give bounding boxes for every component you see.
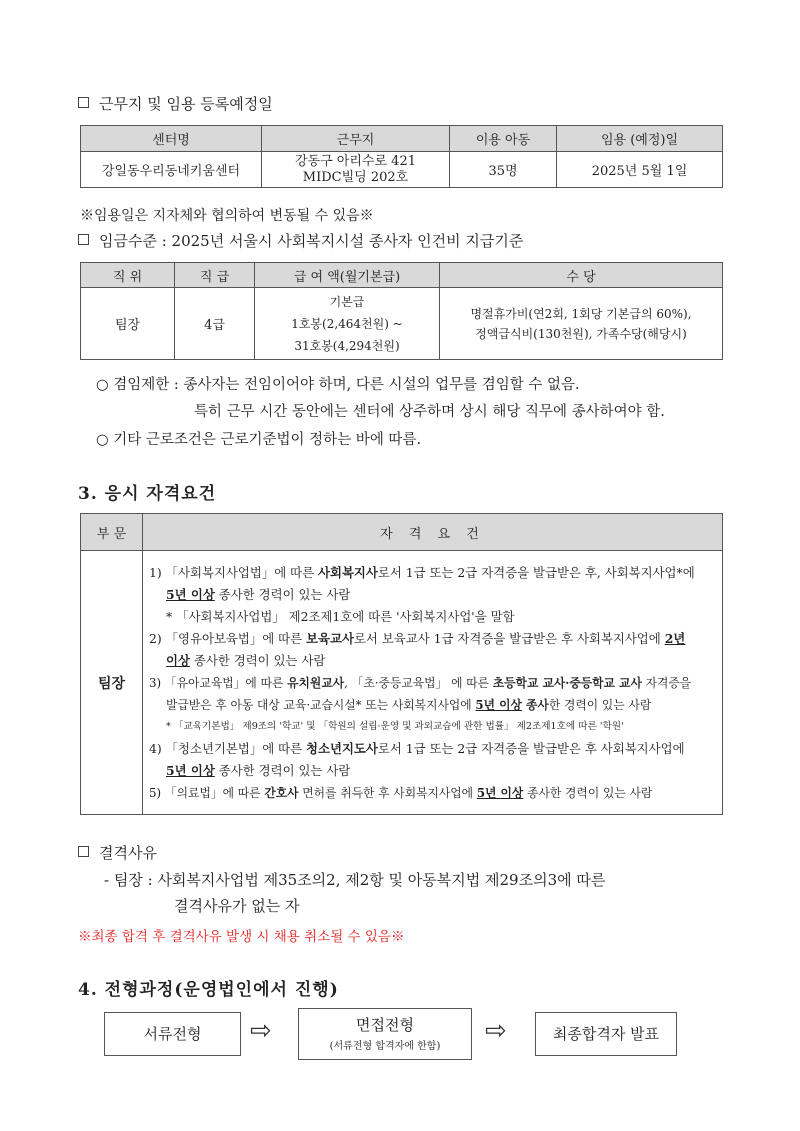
req-5: 5) 「의료법」에 따른 간호사 면허를 취득한 후 사회복지사업에 5년 이상 종사한 경력이 있는 사람 xyxy=(149,785,653,800)
cancellation-warning: ※최종 합격 후 결격사유 발생 시 채용 취소될 수 있음※ xyxy=(78,929,405,945)
header-center: 센터명 xyxy=(81,126,262,152)
header-position: 직 위 xyxy=(81,263,175,288)
step-final-announcement: 최종합격자 발표 xyxy=(535,1012,677,1056)
req-3-note: * 「교육기본법」 제9조의 '학교' 및 「학원의 설립·운영 및 과외교습에 관한 법률」 제2조제1호에 따른 '학원' xyxy=(166,720,624,732)
table-row xyxy=(81,152,723,188)
req-1-note: * 「사회복지사업법」 제2조제1호에 따른 '사회복지사업'을 말함 xyxy=(166,608,515,624)
section-heading-salary: 임금수준 : 2025년 서울시 사회복지시설 종사자 인건비 지급기준 xyxy=(78,230,523,251)
section-heading-workplace: 근무지 및 임용 등록예정일 xyxy=(78,93,273,114)
header-workplace: 근무지 xyxy=(262,126,450,152)
req-2: 2) 「영유아보육법」에 따른 보육교사로서 보육교사 1급 자격증을 발급받은 후 사회복지사업에 2년 xyxy=(149,630,686,646)
checkbox-square-icon xyxy=(78,234,89,245)
pay: 기본급 1호봉(2,464천원) ~ 31호봉(4,294천원) xyxy=(255,288,440,360)
step-interview: 면접전형 (서류전형 합격자에 한함) xyxy=(298,1008,472,1060)
salary-table xyxy=(80,262,723,360)
header-allowance: 수 당 xyxy=(440,263,723,288)
header-date: 임용 (예정)일 xyxy=(557,126,723,152)
other-conditions: ○ 기타 근로조건은 근로기준법이 정하는 바에 따름. xyxy=(96,432,422,448)
arrow-right-icon: ⇨ xyxy=(250,1016,272,1046)
table-row xyxy=(81,551,723,815)
checkbox-square-icon xyxy=(78,846,89,857)
concurrent-restriction-cont: 특히 근무 시간 동안에는 센터에 상주하며 상시 해당 직무에 종사하여야 함. xyxy=(194,404,665,420)
header-pay: 급 여 액(월기본급) xyxy=(255,263,440,288)
req-1: 1) 「사회복지사업법」에 따른 사회복지사로서 1급 또는 2급 자격증을 발급받은 후, 사회복지사업*에 xyxy=(149,564,695,580)
schedule-note: ※임용일은 지자체와 협의하여 변동될 수 있음※ xyxy=(80,208,374,224)
section-heading-disqualification: 결격사유 xyxy=(78,842,157,863)
grade: 4급 xyxy=(175,288,255,360)
requirements: 1) 「사회복지사업법」에 따른 사회복지사로서 1급 또는 2급 자격증을 발급받은 후, 사회복지사업*에 5년 이상 종사한 경력이 있는 사람 * 「사회복지사업법」 제2조제1호에 따른 '사회복지사업'을 말함 2) 「영유아보육법」에 따른 보육교사로서 보육교사 1급 자격증을 발급받은 후 사회복지사업에 2년 이상 종사한 경력이 있는 사람 3) 「유아교육법」에 따른 유치원교사, 「초·중등교육법」 에 따른 초등학교 교사·중등학교 교사 자격증을 발급받은 후 아동 대상 교육·교습시설* 또는 사회복지사업에 5년 이상 종사한 경력이 있는 사람 * 「교육기본법」 제9조의 '학교' 및 「학원의 설립·운영 및 과외교습에 관한 법률」 제2조제1호에 따른 '학원' 4) 「청소년기본법」에 따른 청소년지도사로서 1급 또는 2급 자격증을 발급받은 후 사회복지사업에 5년 이상 종사한 경력이 있는 사람 5) 「의료법」에 따른 간호사 면허를 취득한 후 사회복지사업에 5년 이상 종사한 경력이 있는 사람 xyxy=(143,551,723,815)
table-row xyxy=(81,288,723,360)
req-3: 3) 「유아교육법」에 따른 유치원교사, 「초·중등교육법」 에 따른 초등학교 교사·중등학교 교사 자격증을 xyxy=(149,675,692,690)
workplace-table xyxy=(80,125,723,188)
center-name: 강일동우리동네키움센터 xyxy=(81,152,262,188)
header-grade: 직 급 xyxy=(175,263,255,288)
step-document-screening: 서류전형 xyxy=(104,1012,241,1056)
header-children: 이용 아동 xyxy=(450,126,557,152)
checkbox-square-icon xyxy=(78,97,89,108)
qualification-table xyxy=(80,513,723,815)
arrow-right-icon: ⇨ xyxy=(485,1016,507,1046)
header-section: 부 문 xyxy=(81,514,143,551)
concurrent-restriction: ○ 겸임제한 : 종사자는 전임이어야 하며, 다른 시설의 업무를 겸임할 수 없음. xyxy=(96,377,580,393)
section-heading-qualification: 3. 응시 자격요건 xyxy=(78,484,217,504)
disqualification-line: - 팀장 : 사회복지사업법 제35조의2, 제2항 및 아동복지법 제29조의3에 따른 xyxy=(104,871,606,889)
section-name: 팀장 xyxy=(81,551,143,815)
address: 강동구 아리수로 421 MIDC빌딩 202호 xyxy=(262,152,450,188)
position: 팀장 xyxy=(81,288,175,360)
disqualification-line-cont: 결격사유가 없는 자 xyxy=(174,897,300,915)
req-4: 4) 「청소년기본법」에 따른 청소년지도사로서 1급 또는 2급 자격증을 발급받은 후 사회복지사업에 xyxy=(149,740,685,756)
section-heading-process: 4. 전형과정(운영법인에서 진행) xyxy=(78,980,339,1000)
start-date: 2025년 5월 1일 xyxy=(557,152,723,188)
children-count: 35명 xyxy=(450,152,557,188)
allowance: 명절휴가비(연2회, 1회당 기본급의 60%), 정액급식비(130천원), 가족수당(해당시) xyxy=(440,288,723,360)
header-requirements: 자 격 요 건 xyxy=(143,514,723,551)
